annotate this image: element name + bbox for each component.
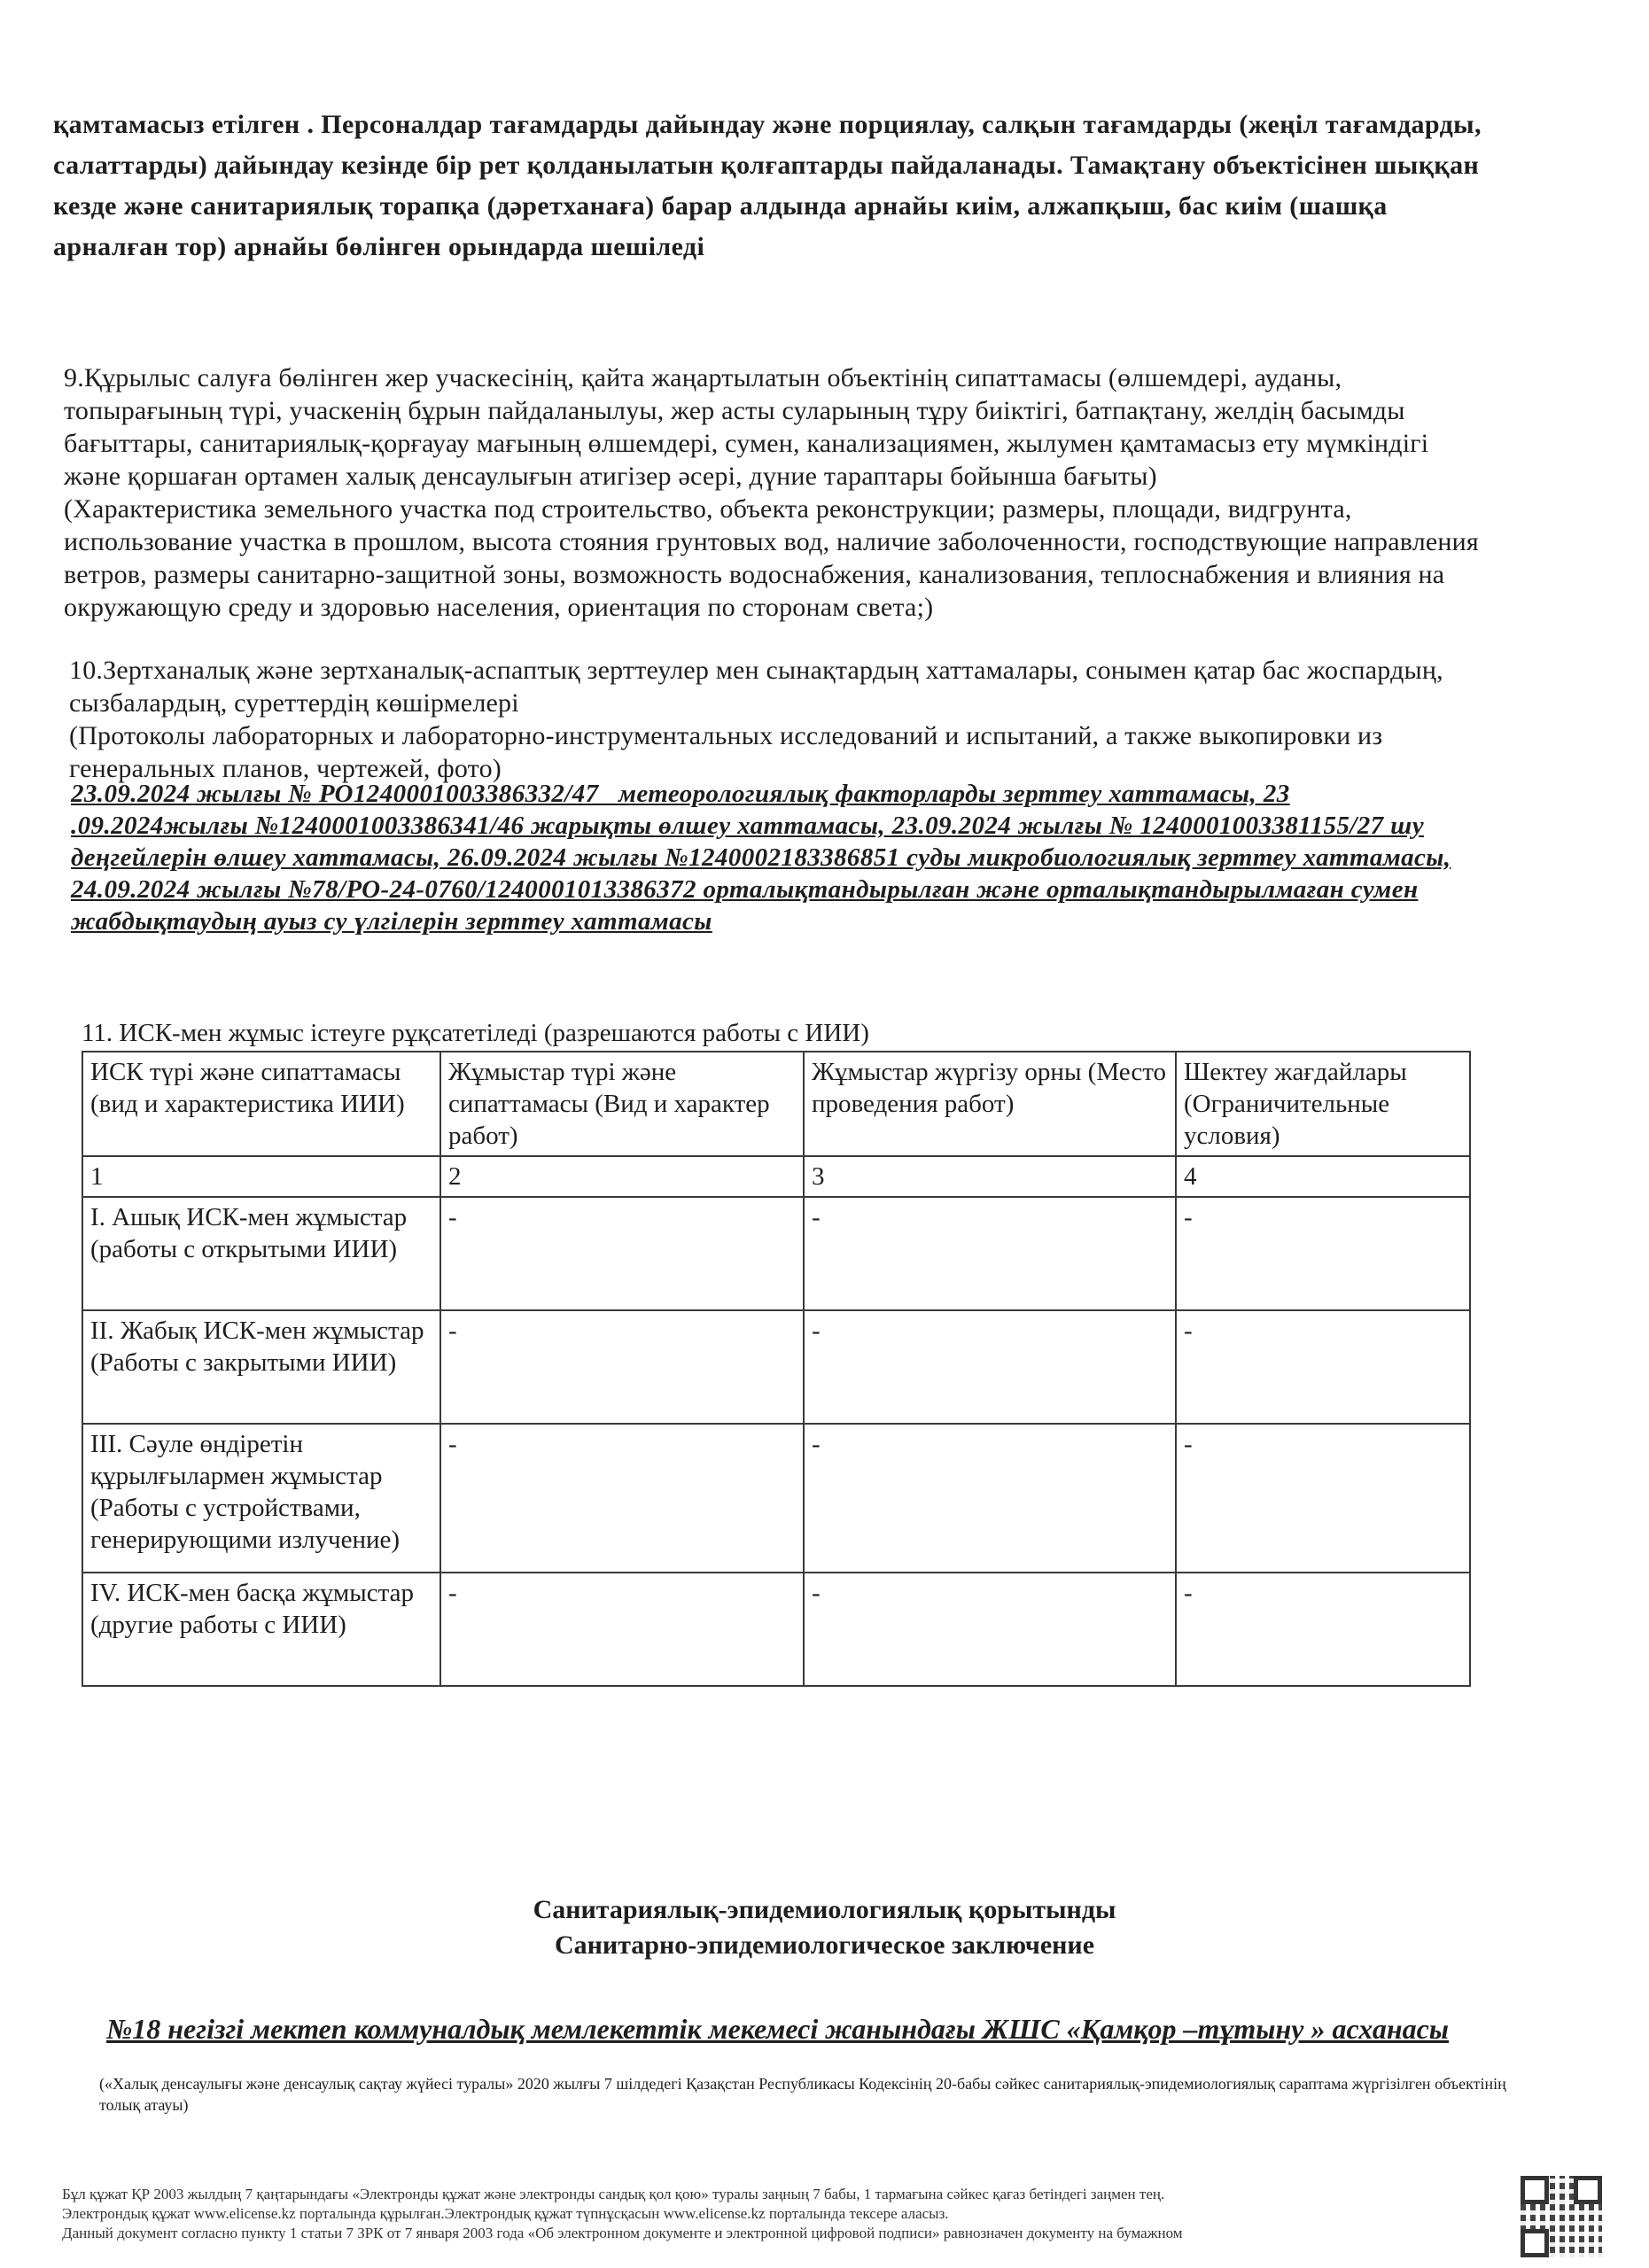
table-row xyxy=(82,1310,1470,1424)
object-name-note: («Халық денсаулығы және денсаулық сақтау жүйесі туралы» 2020 жылғы 7 шілдедегі Қазақстан Республикасы Кодексінің 20-бабы сәйкес санитариялық-эпидемиологиялық сараптама жүргізілген объектінің толық атауы) xyxy=(99,2075,1506,2114)
electronic-document-footer xyxy=(62,2185,1480,2243)
column-number: 3 xyxy=(804,1156,1176,1197)
row-source-type: II. Жабық ИСК-мен жұмыстар (Работы с закрытыми ИИИ) xyxy=(82,1310,440,1424)
table-row xyxy=(82,1197,1470,1310)
header-source-type: ИСК түрі және сипаттамасы (вид и характеристика ИИИ) xyxy=(82,1052,440,1156)
footer-line-kz-1: Бұл құжат ҚР 2003 жылдың 7 қаңтарындағы «Электронды құжат және электронды сандық қол қою» туралы заңның 7 бабы, 1 тармағына сәйкес қағаз бетіндегі заңмен тең. xyxy=(62,2186,1165,2202)
table-number-row xyxy=(82,1156,1470,1197)
footer-line-ru: Данный документ согласно пункту 1 статьи 7 ЗРК от 7 января 2003 года «Об электронном документе и электронной цифровой подписи» равнозначен документу на бумажном xyxy=(62,2225,1183,2241)
row-work-type: - xyxy=(440,1573,804,1686)
row-work-place: - xyxy=(804,1424,1176,1573)
column-number: 2 xyxy=(440,1156,804,1197)
header-restrictions: Шектеу жағдайлары (Ограничительные условия) xyxy=(1176,1052,1470,1156)
section-10 xyxy=(69,654,1478,785)
section-11-caption: 11. ИСК-мен жұмыс істеуге рұқсатетіледі (разрешаются работы с ИИИ) xyxy=(82,1019,869,1047)
row-restrictions: - xyxy=(1176,1310,1470,1424)
staff-hygiene-paragraph: қамтамасыз етілген . Персоналдар тағамдарды дайындау және порциялау, салқын тағамдарды (жеңіл тағамдарды, салаттарды) дайындау кезінде бір рет қолданылатын қолғаптарды пайдаланады. Тамақтану объектісінен шыққан кезде және санитариялық торапқа (дәретханаға) барар алдында арнайы киім, алжапқыш, бас киім (шашқа арналған тор) арнайы бөлінген орындарда шешіледі xyxy=(53,110,1482,261)
column-number: 1 xyxy=(82,1156,440,1197)
row-restrictions: - xyxy=(1176,1424,1470,1573)
row-work-type: - xyxy=(440,1424,804,1573)
conclusion-title-ru: Санитарно-эпидемиологическое заключение xyxy=(554,1930,1095,1960)
column-number: 4 xyxy=(1176,1156,1470,1197)
footer-line-kz-2: Электрондық құжат www.elicense.kz порталында құрылған.Электрондық құжат түпнұсқасын www.elicense.kz порталында тексере аласыз. xyxy=(62,2205,949,2222)
section-10-kz: 10.Зертханалық және зертханалық-аспаптық зерттеулер мен сынақтардың хаттамалары, сонымен қатар бас жоспардың, сызбалардың, суреттердің көшірмелері xyxy=(69,656,1443,718)
row-work-type: - xyxy=(440,1197,804,1310)
row-restrictions: - xyxy=(1176,1197,1470,1310)
section-9-ru: (Характеристика земельного участка под строительство, объекта реконструкции; размеры, площади, видгрунта, использование участка в прошлом, высота стояния грунтовых вод, наличие заболоченности, господствующие направления ветров, размеры санитарно-защитной зоны, возможность водоснабжения, канализования, теплоснабжения и влияния на окружающую среду и здоровью населения, ориентация по сторонам света;) xyxy=(64,494,1479,622)
radiation-sources-table xyxy=(82,1051,1471,1687)
object-name: №18 негізгі мектеп коммуналдық мемлекеттік мекемесі жанындағы ЖШС «Қамқор –тұтыну » асханасы xyxy=(106,2013,1449,2045)
row-work-place: - xyxy=(804,1573,1176,1686)
protocols-list: 23.09.2024 жылғы № РО1240001003386332/47 _метеорологиялық факторларды зерттеу хаттамасы, 23 .09.2024жылғы №1240001003386341/46 жарықты өлшеу хаттамасы, 23.09.2024 жылғы № 1240001003381155/27 шу деңгейлерін өлшеу хаттамасы, 26.09.2024 жылғы №1240002183386851 суды микробиологиялық зерттеу хаттамасы, 24.09.2024 жылғы №78/РО-24-0760/1240001013386372 орталықтандырылған және орталықтандырылмаған сумен жабдықтаудың ауыз су үлгілерін зерттеу хаттамасы xyxy=(71,780,1451,936)
table-header-row xyxy=(82,1052,1470,1156)
conclusion-title-kz: Санитариялық-эпидемиологиялық қорытынды xyxy=(533,1895,1116,1924)
row-work-type: - xyxy=(440,1310,804,1424)
row-work-place: - xyxy=(804,1197,1176,1310)
qr-code-icon xyxy=(1521,2176,1602,2257)
section-10-ru: (Протоколы лабораторных и лабораторно-инструментальных исследований и испытаний, а также выкопировки из генеральных планов, чертежей, фото) xyxy=(69,721,1383,783)
row-source-type: IV. ИСК-мен басқа жұмыстар (другие работы с ИИИ) xyxy=(82,1573,440,1686)
section-9-kz: 9.Құрылыс салуға бөлінген жер учаскесінің, қайта жаңартылатын объектінің сипаттамасы (өлшемдері, ауданы, топырағының түрі, учаскенің бұрын пайдаланылуы, жер асты суларының тұру биіктігі, батпақтану, желдің басымды бағыттары, санитариялық-қорғауау мағының өлшемдері, сумен, канализациямен, жылумен қамтамасыз ету мүмкіндігі және қоршаған ортамен халық денсаулығын атигізер әсері, дүние тараптары бойынша бағыты) xyxy=(64,363,1429,491)
row-work-place: - xyxy=(804,1310,1176,1424)
header-work-type: Жұмыстар түрі және сипаттамасы (Вид и характер работ) xyxy=(440,1052,804,1156)
table-row xyxy=(82,1573,1470,1686)
section-9 xyxy=(64,361,1482,624)
table-row xyxy=(82,1424,1470,1573)
row-restrictions: - xyxy=(1176,1573,1470,1686)
row-source-type: I. Ашық ИСК-мен жұмыстар (работы с открытыми ИИИ) xyxy=(82,1197,440,1310)
header-work-place: Жұмыстар жүргізу орны (Место проведения работ) xyxy=(804,1052,1176,1156)
row-source-type: III. Сәуле өндіретін құрылғылармен жұмыстар (Работы с устройствами, генерирующими излучение) xyxy=(82,1424,440,1573)
